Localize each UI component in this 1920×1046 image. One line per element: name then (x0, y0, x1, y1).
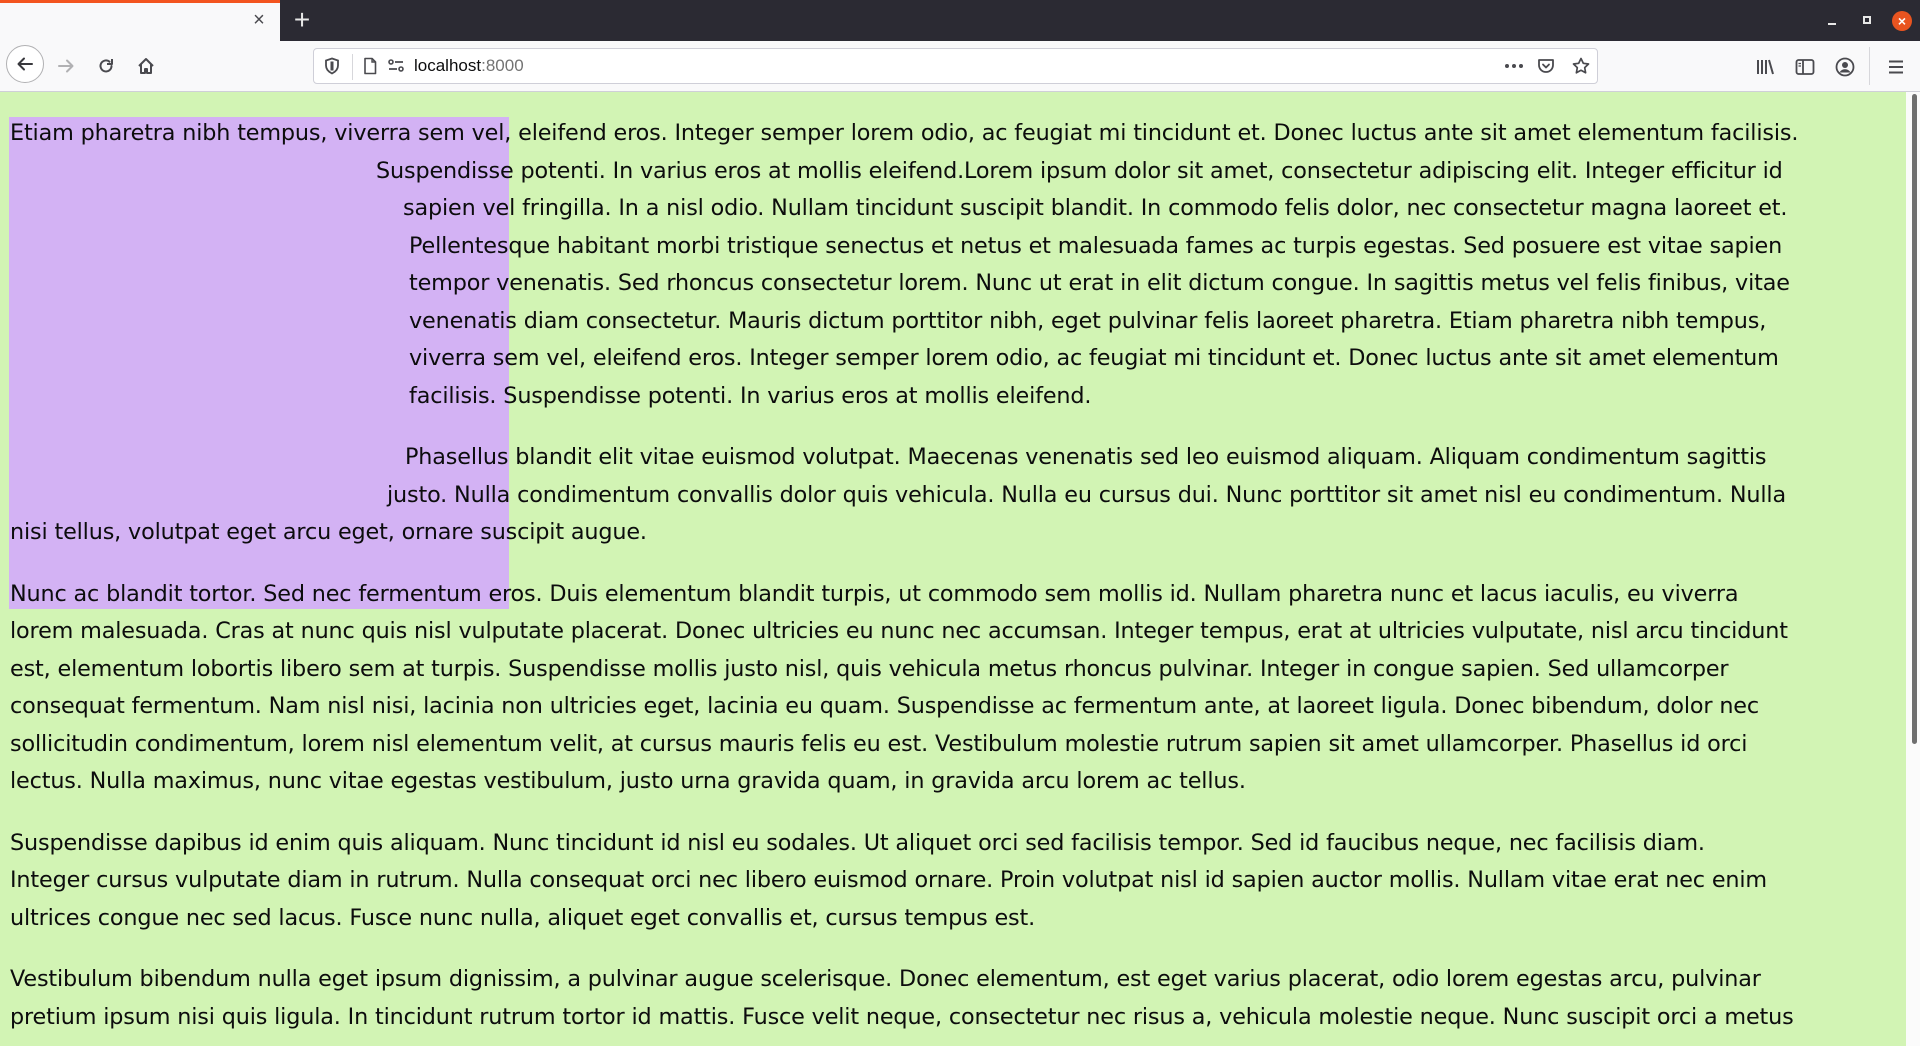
scrollbar-thumb[interactable] (1912, 94, 1917, 744)
account-icon[interactable] (1834, 56, 1856, 78)
text-line: pretium ipsum nisi quis ligula. In tincidunt rutrum tortor id mattis. Fusce velit neque, consectetur nec risus a, vehicula molestie neque. Nunc suscipit orci a metus (10, 1003, 1794, 1030)
home-icon (136, 56, 156, 76)
hamburger-menu-icon[interactable] (1885, 56, 1907, 78)
text-line: nisi tellus, volutpat eget arcu eget, ornare suscipit augue. (10, 519, 647, 545)
sidebar-icon[interactable] (1794, 56, 1816, 78)
text-line: Vestibulum bibendum nulla eget ipsum dignissim, a pulvinar augue scelerisque. Donec elementum, est eget varius placerat, odio lorem egestas arcu, pulvinar (10, 966, 1761, 992)
tab-accent-line (0, 0, 280, 3)
vertical-scrollbar[interactable] (1906, 92, 1920, 1046)
text-line: Integer cursus vulputate diam in rutrum. Nulla consequat orci nec libero euismod ornare. Proin volutpat nisl id sapien auctor mollis. Nullam vitae erat nec enim (10, 867, 1767, 893)
text-line: lorem malesuada. Cras at nunc quis nisl vulputate placerat. Donec ultricies eu nunc nec accumsan. Integer tempus, erat at ultricies vulputate, nisl arcu tincidunt (10, 618, 1788, 644)
window-minimize-button[interactable] (1824, 12, 1842, 30)
reload-button[interactable] (88, 48, 124, 84)
text-line: consequat fermentum. Nam nisl nisi, lacinia non ultricies eget, lacinia eu quam. Suspendisse ac fermentum ante, at laoreet ligula. Donec bibendum, dolor nec (10, 693, 1759, 719)
pocket-icon[interactable] (1536, 56, 1556, 76)
permissions-icon[interactable] (386, 56, 406, 76)
tab-active[interactable] (0, 0, 280, 41)
text-line: est, elementum lobortis libero sem at turpis. Suspendisse mollis justo nisl, quis vehicula metus rhoncus pulvinar. Integer in congue sapien. Sed ullamcorper (10, 655, 1729, 682)
tracking-protection-shield-icon[interactable] (322, 56, 342, 76)
arrow-right-icon (56, 56, 76, 76)
page-viewport (0, 92, 1906, 1046)
text-line: sollicitudin condimentum, lorem nisl elementum velit, at cursus mauris felis eu est. Vestibulum molestie rutrum sapien sit amet ullamcorper. Phasellus id orci (10, 730, 1748, 757)
url-text[interactable] (414, 49, 524, 83)
url-host: localhost (414, 56, 482, 75)
text-line: tempor venenatis. Sed rhoncus consectetur lorem. Nunc ut erat in elit dictum congue. In sagittis metus vel felis finibus, vitae (409, 270, 1790, 296)
text-line: venenatis diam consectetur. Mauris dictum porttitor nibh, eget pulvinar felis laoreet pharetra. Etiam pharetra nibh tempus, (409, 307, 1767, 334)
text-line: viverra sem vel, eleifend eros. Integer semper lorem odio, ac feugiat mi tincidunt et. Donec luctus ante sit amet elementum (409, 345, 1779, 371)
page-info-icon[interactable] (360, 56, 380, 76)
text-line: lectus. Nulla maximus, nunc vitae egestas vestibulum, justo urna gravida quam, in gravida arcu lorem ac tellus. (10, 768, 1246, 794)
text-line: justo. Nulla condimentum convallis dolor quis vehicula. Nulla eu cursus dui. Nunc porttitor sit amet nisl eu condimentum. Nulla (387, 481, 1786, 508)
page-actions-more-icon[interactable] (1502, 56, 1526, 76)
url-bar[interactable] (313, 48, 1598, 84)
library-icon[interactable] (1754, 56, 1776, 78)
text-line: sapien vel fringilla. In a nisl odio. Nullam tincidunt suscipit blandit. In commodo felis dolor, nec consectetur magna laoreet et. (403, 195, 1788, 221)
text-line: Nunc ac blandit tortor. Sed nec fermentum eros. Duis elementum blandit turpis, ut commodo sem mollis id. Nullam pharetra nunc et lacus iaculis, eu viverra (10, 580, 1739, 607)
url-bar-separator (352, 54, 353, 80)
window-close-button[interactable]: × (1892, 11, 1912, 31)
text-line: Suspendisse dapibus id enim quis aliquam. Nunc tincidunt id nisl eu sodales. Ut aliquet orci sed facilisis tempor. Sed id faucibus neque, nec facilisis diam. (10, 829, 1705, 856)
text-line: Suspendisse potenti. In varius eros at mollis eleifend.Lorem ipsum dolor sit amet, consectetur adipiscing elit. Integer efficitur id (376, 157, 1783, 184)
url-port: :8000 (481, 56, 524, 75)
window-maximize-button[interactable] (1859, 12, 1877, 30)
new-tab-button[interactable]: + (293, 4, 311, 35)
tab-strip (0, 0, 1920, 41)
text-line: Pellentesque habitant morbi tristique senectus et netus et malesuada fames ac turpis egestas. Sed posuere est vitae sapien (409, 232, 1783, 259)
text-line: Etiam pharetra nibh tempus, viverra sem vel, eleifend eros. Integer semper lorem odio, ac feugiat mi tincidunt et. Donec luctus ante sit amet elementum facilisis. (10, 120, 1799, 146)
back-button[interactable] (6, 45, 44, 83)
arrow-left-icon (15, 54, 35, 74)
toolbar-separator (1869, 47, 1870, 85)
home-button[interactable] (128, 48, 164, 84)
bookmark-star-icon[interactable] (1571, 56, 1591, 76)
text-line: ultrices congue nec sed lacus. Fusce nunc nulla, aliquet eget convallis et, cursus tempus est. (10, 904, 1036, 931)
forward-button[interactable] (48, 48, 84, 84)
reload-icon (96, 56, 116, 76)
text-line: Phasellus blandit elit vitae euismod volutpat. Maecenas venenatis sed leo euismod aliquam. Aliquam condimentum sagittis (405, 444, 1767, 470)
tab-close-icon[interactable]: × (253, 9, 265, 31)
text-line: facilisis. Suspendisse potenti. In varius eros at mollis eleifend. (409, 382, 1092, 409)
nav-toolbar (0, 41, 1920, 92)
